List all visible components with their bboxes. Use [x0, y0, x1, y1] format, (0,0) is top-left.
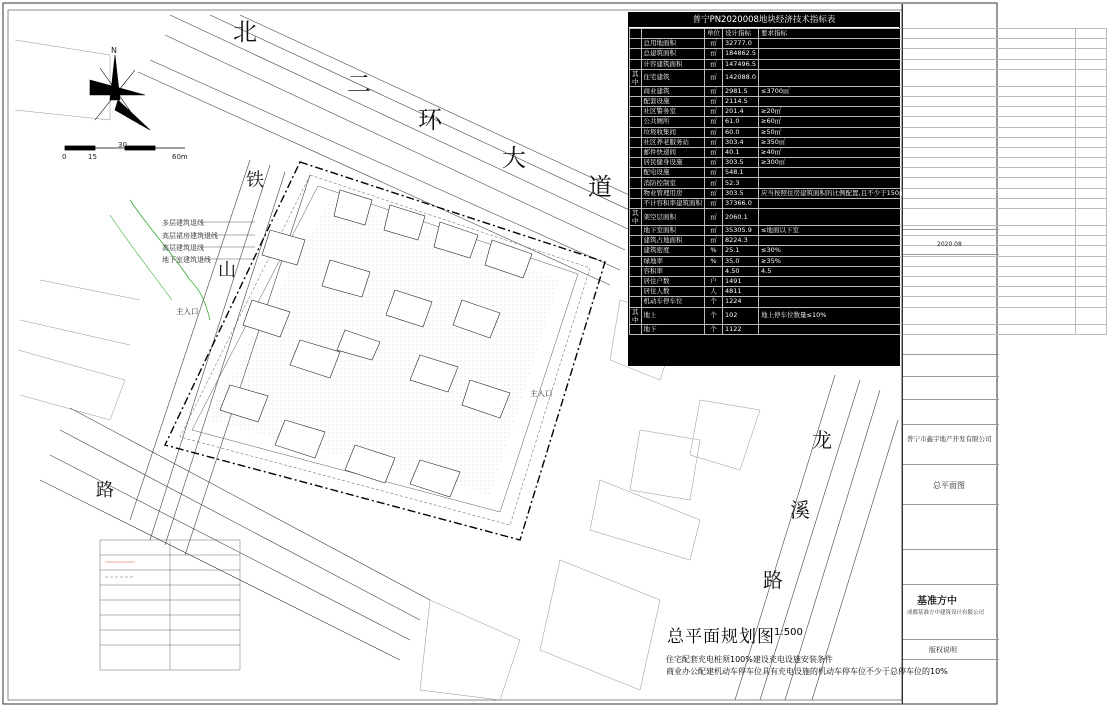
- header-cell: [641, 29, 705, 39]
- table-cell-note: [1076, 287, 1107, 297]
- table-cell-name: 建筑占地面积: [641, 236, 705, 246]
- table-cell-note: [1076, 226, 1107, 236]
- table-cell-unit: 个: [705, 307, 723, 324]
- table-cell-unit: ㎡: [705, 168, 723, 178]
- table-cell-unit: ㎡: [705, 147, 723, 157]
- table-cell-note: [1076, 137, 1107, 147]
- table-cell-name: 居住户数: [641, 276, 705, 286]
- table-cell-note: [1076, 307, 1107, 324]
- table-title: 普宁PN2020008地块经济技术指标表: [629, 13, 899, 28]
- table-cell-name: 配套设施: [641, 96, 705, 106]
- table-cell-name: 社区养老服务站: [641, 137, 705, 147]
- table-cell-grp: [630, 107, 642, 117]
- table-cell-value: 102: [723, 307, 759, 324]
- table-cell-note: [1076, 324, 1107, 334]
- table-cell-name: 配电设施: [641, 168, 705, 178]
- table-cell-grp: [630, 158, 642, 168]
- table-cell-value: 60.0: [723, 127, 759, 137]
- table-cell-req: ≤3700㎡: [759, 86, 1076, 96]
- table-cell-unit: ㎡: [705, 137, 723, 147]
- compass-north-label: N: [111, 46, 117, 55]
- table-cell-value: 40.1: [723, 147, 759, 157]
- table-cell-unit: ㎡: [705, 107, 723, 117]
- table-cell-grp: [630, 276, 642, 286]
- table-cell-name: 地下: [641, 324, 705, 334]
- table-cell-value: 4.50: [723, 266, 759, 276]
- table-cell-note: [1076, 246, 1107, 256]
- table-cell-req: ≤30%: [759, 246, 1076, 256]
- table-cell-value: 4811: [723, 287, 759, 297]
- table-cell-value: 2981.5: [723, 86, 759, 96]
- road-longxi: [735, 375, 898, 700]
- table-cell-unit: ㎡: [705, 39, 723, 49]
- table-cell-name: 绿地率: [641, 256, 705, 266]
- road-label-er: 二: [347, 70, 371, 98]
- table-cell-value: 32777.0: [723, 39, 759, 49]
- table-row: [630, 246, 1107, 256]
- table-cell-unit: %: [705, 246, 723, 256]
- table-row: [630, 276, 1107, 286]
- table-cell-name: 商业建筑: [641, 86, 705, 96]
- table-cell-grp: [630, 168, 642, 178]
- table-cell-value: 25.1: [723, 246, 759, 256]
- legend-line-label-2: 高层裙房建筑退线: [162, 232, 218, 240]
- table-row: [630, 127, 1107, 137]
- table-row: [630, 287, 1107, 297]
- table-cell-req: ≥350㎡: [759, 137, 1076, 147]
- table-cell-value: 35.0: [723, 256, 759, 266]
- table-cell-note: [1076, 107, 1107, 117]
- road-label-da: 大: [502, 144, 526, 172]
- table-row: [630, 256, 1107, 266]
- table-cell-value: 1224: [723, 297, 759, 307]
- table-cell-name: 不计容积率建筑面积: [641, 198, 705, 208]
- table-cell-grp: [630, 236, 642, 246]
- legend-table: [100, 540, 240, 670]
- table-row: [630, 297, 1107, 307]
- table-cell-unit: ㎡: [705, 226, 723, 236]
- table-cell-value: 201.4: [723, 107, 759, 117]
- table-cell-grp: [630, 86, 642, 96]
- copyright-label: 版权说明: [929, 646, 957, 654]
- company-subtitle: 成都基准方中建筑设计有限公司: [907, 610, 985, 616]
- table-cell-grp: [630, 198, 642, 208]
- table-cell-value: 52.3: [723, 178, 759, 188]
- table-cell-grp: 其中: [630, 209, 642, 226]
- road-label-bei: 北: [233, 18, 257, 46]
- table-cell-grp: [630, 256, 642, 266]
- table-row: [630, 59, 1107, 69]
- table-cell-grp: [630, 188, 642, 198]
- table-cell-note: [1076, 209, 1107, 226]
- table-cell-req: ≥300㎡: [759, 158, 1076, 168]
- table-cell-value: 2114.5: [723, 96, 759, 106]
- table-cell-unit: ㎡: [705, 209, 723, 226]
- table-cell-note: [1076, 178, 1107, 188]
- table-cell-unit: ㎡: [705, 127, 723, 137]
- table-row: [630, 158, 1107, 168]
- table-cell-note: [1076, 49, 1107, 59]
- table-row: [630, 188, 1107, 198]
- scale-tick-15: 15: [88, 153, 97, 161]
- project-name: 普宁市鑫宇地产开发有限公司: [907, 435, 992, 443]
- table-cell-unit: ㎡: [705, 59, 723, 69]
- table-cell-req: 应当按照住房建筑面积的比例配置,且不少于150㎡,社区专业服务站使用面积不少于120㎡,且结合不少于70㎡: [759, 188, 1076, 198]
- table-cell-req: 地上停车位数量≤10%: [759, 307, 1076, 324]
- table-cell-name: 计容建筑面积: [641, 59, 705, 69]
- table-row: [630, 39, 1107, 49]
- table-cell-name: 公共厕所: [641, 117, 705, 127]
- table-cell-note: [1076, 188, 1107, 198]
- table-cell-value: 548.1: [723, 168, 759, 178]
- table-cell-note: [1076, 117, 1107, 127]
- table-row: [630, 226, 1107, 236]
- table-header-row: [630, 29, 1107, 39]
- scale-tick-0: 0: [62, 153, 67, 161]
- table-cell-unit: 个: [705, 297, 723, 307]
- table-cell-unit: %: [705, 256, 723, 266]
- table-cell-unit: ㎡: [705, 178, 723, 188]
- table-cell-value: 37366.0: [723, 198, 759, 208]
- table-cell-name: 架空层面积: [641, 209, 705, 226]
- table-row: [630, 266, 1107, 276]
- table-cell-unit: ㎡: [705, 117, 723, 127]
- table-cell-value: 35305.9: [723, 226, 759, 236]
- table-cell-value: 142088.0: [723, 69, 759, 86]
- table-row: [630, 178, 1107, 188]
- table-cell-name: 住宅建筑: [641, 69, 705, 86]
- table-cell-name: 邮件快递间: [641, 147, 705, 157]
- table-cell-grp: [630, 178, 642, 188]
- legend-line-label-3: 高层建筑退线: [162, 244, 204, 252]
- table-row: [630, 198, 1107, 208]
- table-cell-unit: 人: [705, 287, 723, 297]
- table-cell-req: 4.5: [759, 266, 1076, 276]
- table-cell-name: 社区警务室: [641, 107, 705, 117]
- table-cell-grp: [630, 127, 642, 137]
- header-cell: 要求指标: [759, 29, 1076, 39]
- header-cell: [630, 29, 642, 39]
- legend-line-label-4: 地下室建筑退线: [162, 256, 211, 264]
- table-cell-value: 303.4: [723, 137, 759, 147]
- table-cell-grp: [630, 117, 642, 127]
- table-cell-name: 总建筑面积: [641, 49, 705, 59]
- table-cell-value: 61.0: [723, 117, 759, 127]
- table-cell-req: ≥20㎡: [759, 107, 1076, 117]
- table-cell-req: ≥60㎡: [759, 117, 1076, 127]
- table-row: [630, 324, 1107, 334]
- table-cell-note: [1076, 236, 1107, 246]
- table-row: [630, 209, 1107, 226]
- table-cell-value: 8224.3: [723, 236, 759, 246]
- road-label-xi: 溪: [790, 498, 810, 522]
- table-cell-note: [1076, 256, 1107, 266]
- scale-tick-60m: 60m: [172, 153, 188, 161]
- table-cell-value: 147496.5: [723, 59, 759, 69]
- table-cell-value: 303.5: [723, 158, 759, 168]
- scale-tick-30: 30: [118, 141, 127, 149]
- note-line-2: 商业办公配建机动车停车位具有充电设施的机动车停车位不少于总停车位的10%: [666, 667, 948, 676]
- table-row: [630, 307, 1107, 324]
- table-cell-name: 居住人数: [641, 287, 705, 297]
- table-cell-grp: [630, 287, 642, 297]
- table-cell-name: 地上: [641, 307, 705, 324]
- main-entry-left: 主入口: [176, 307, 199, 316]
- table-cell-unit: 户: [705, 276, 723, 286]
- road-label-lu-left: 路: [96, 480, 114, 501]
- table-cell-grp: [630, 266, 642, 276]
- road-label-huan: 环: [418, 106, 442, 134]
- table-cell-grp: 其中: [630, 307, 642, 324]
- table-cell-note: [1076, 198, 1107, 208]
- table-row: [630, 236, 1107, 246]
- table-row: [630, 49, 1107, 59]
- road-label-dao: 道: [588, 173, 612, 201]
- table-row: [630, 69, 1107, 86]
- table-cell-unit: ㎡: [705, 69, 723, 86]
- table-cell-value: 2060.1: [723, 209, 759, 226]
- table-cell-grp: [630, 297, 642, 307]
- drawing-name: 总平面图: [933, 481, 965, 490]
- table-cell-note: [1076, 59, 1107, 69]
- table-cell-note: [1076, 297, 1107, 307]
- table-cell-note: [1076, 147, 1107, 157]
- table-cell-value: 184862.5: [723, 49, 759, 59]
- table-cell-grp: [630, 137, 642, 147]
- table-cell-note: [1076, 266, 1107, 276]
- table-row: [630, 117, 1107, 127]
- table-cell-grp: [630, 49, 642, 59]
- table-cell-note: [1076, 168, 1107, 178]
- table-cell-value: 303.5: [723, 188, 759, 198]
- table-cell-value: 1491: [723, 276, 759, 286]
- table-cell-note: [1076, 96, 1107, 106]
- table-cell-note: 3.2人/户: [1076, 276, 1107, 286]
- table-cell-grp: [630, 39, 642, 49]
- table-cell-unit: ㎡: [705, 49, 723, 59]
- note-line-1: 住宅配套充电桩须100%建设充电设施安装条件: [666, 655, 833, 664]
- date-text: 2020.08: [937, 241, 962, 248]
- table-cell-name: 物业管理用房: [641, 188, 705, 198]
- table-cell-name: 地下室面积: [641, 226, 705, 236]
- table-row: [630, 168, 1107, 178]
- table-cell-grp: [630, 96, 642, 106]
- table-cell-req: ≥40㎡: [759, 147, 1076, 157]
- table-cell-note: [1076, 69, 1107, 86]
- plan-scale: 1:500: [774, 627, 803, 638]
- table-row: [630, 86, 1107, 96]
- title-block: [902, 4, 999, 704]
- table-cell-name: 机动车停车位: [641, 297, 705, 307]
- table-body: [630, 29, 1107, 335]
- table-cell-unit: 个: [705, 324, 723, 334]
- table-cell-name: 垃圾收集间: [641, 127, 705, 137]
- table-cell-unit: ㎡: [705, 198, 723, 208]
- table-cell-grp: [630, 246, 642, 256]
- road-label-tie-upper: 铁: [246, 170, 264, 191]
- table-cell-unit: ㎡: [705, 188, 723, 198]
- table-row: [630, 147, 1107, 157]
- main-entry-right: 主入口: [530, 389, 553, 398]
- table-cell-note: [1076, 158, 1107, 168]
- table-cell-grp: [630, 226, 642, 236]
- table-cell-grp: [630, 147, 642, 157]
- table-cell-grp: [630, 59, 642, 69]
- header-cell: 单位: [705, 29, 723, 39]
- table-cell-unit: [705, 266, 723, 276]
- table-row: [630, 137, 1107, 147]
- table-cell-name: 居民健身设施: [641, 158, 705, 168]
- table-cell-name: 建筑密度: [641, 246, 705, 256]
- header-cell: 设计指标: [723, 29, 759, 39]
- plan-title: 总平面规划图: [667, 627, 775, 647]
- company-logo-text: 基准方中: [917, 596, 957, 607]
- table-cell-note: [1076, 127, 1107, 137]
- table-cell-note: [1076, 86, 1107, 96]
- table-cell-name: 容积率: [641, 266, 705, 276]
- table-cell-note: [1076, 39, 1107, 49]
- table-cell-grp: 其中: [630, 69, 642, 86]
- table-cell-unit: ㎡: [705, 86, 723, 96]
- road-label-long: 龙: [812, 428, 832, 452]
- road-label-lu: 路: [763, 568, 783, 592]
- table-cell-name: 消防控制室: [641, 178, 705, 188]
- table-cell-unit: ㎡: [705, 158, 723, 168]
- table-row: [630, 96, 1107, 106]
- table-cell-name: 总用地面积: [641, 39, 705, 49]
- table-cell-grp: [630, 324, 642, 334]
- header-cell: 备注: [1076, 29, 1107, 39]
- legend-line-label-1: 多层建筑退线: [162, 219, 204, 227]
- table-row: [630, 107, 1107, 117]
- table-cell-req: ≥35%: [759, 256, 1076, 266]
- table-cell-unit: ㎡: [705, 236, 723, 246]
- road-label-shan: 山: [218, 260, 236, 281]
- table-cell-req: ≤地面以下室: [759, 226, 1076, 236]
- table-cell-req: ≥50㎡: [759, 127, 1076, 137]
- table-cell-value: 1122: [723, 324, 759, 334]
- table-cell-unit: ㎡: [705, 96, 723, 106]
